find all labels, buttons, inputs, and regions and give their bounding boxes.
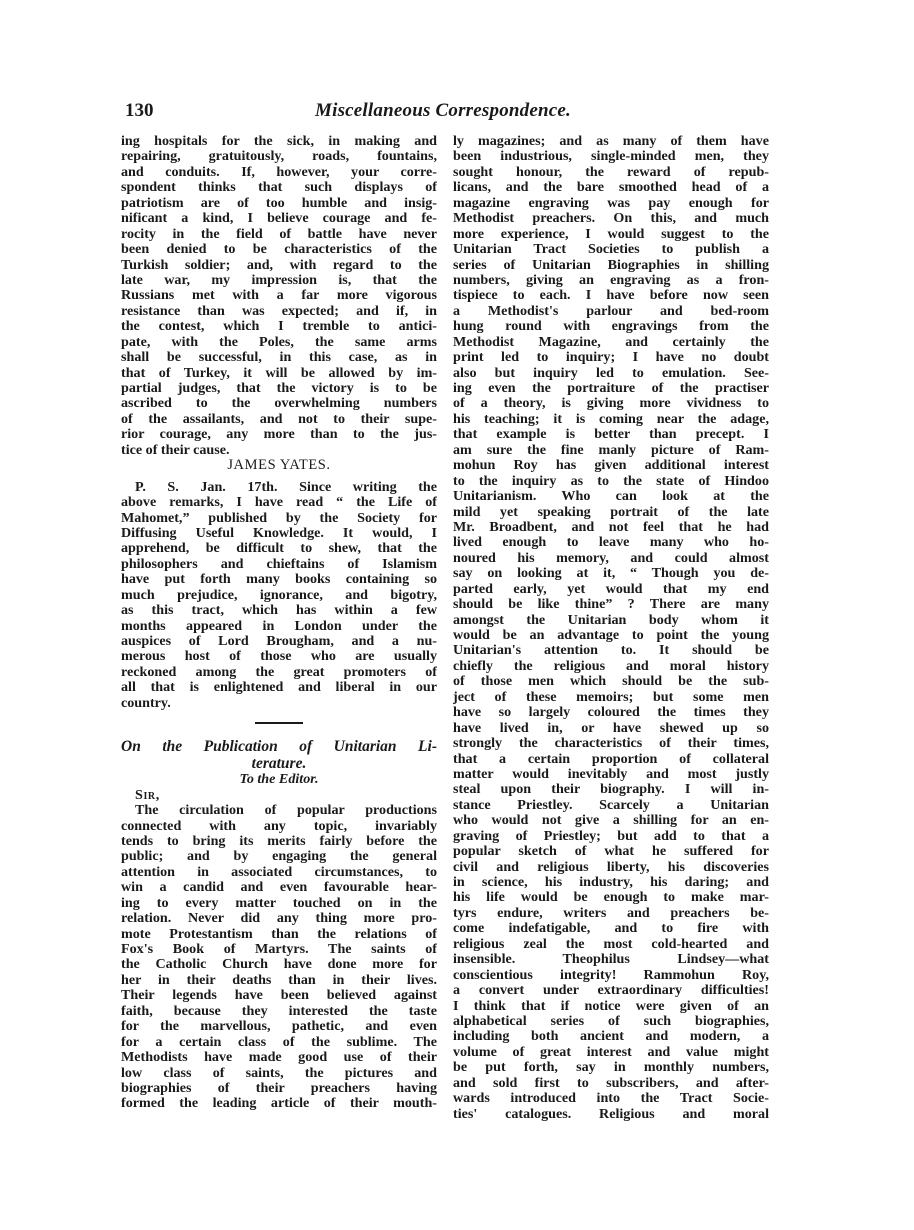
text-line: matter would inevitably and most justly: [453, 766, 769, 782]
text-line: strongly the characteristics of their times,: [453, 736, 769, 752]
text-line: Russians met with a far more vigorous: [121, 288, 437, 304]
text-line: the contest, which I tremble to antici-: [121, 319, 437, 335]
text-line: mild yet speaking portrait of the late: [453, 504, 769, 520]
text-line: Their legends have been believed against: [121, 988, 437, 1004]
text-line: late war, my impression is, that the: [121, 272, 437, 288]
text-line: The circulation of popular productions: [135, 803, 437, 819]
text-line: be put forth, say in monthly numbers,: [453, 1060, 769, 1076]
text-line: spondent thinks that such displays of: [121, 180, 437, 196]
text-line: that a certain proportion of collateral: [453, 751, 769, 767]
text-line: ject of these memoirs; but some men: [453, 689, 769, 705]
text-line: Methodists have made good use of their: [121, 1050, 437, 1066]
text-line: steal upon their biography. I will in-: [453, 782, 769, 798]
text-line: Mahomet,” published by the Society for: [121, 510, 437, 526]
article-title-line-2: terature.: [251, 755, 307, 773]
text-line: public; and by engaging the general: [121, 849, 437, 865]
text-line: have put forth many books containing so: [121, 572, 437, 588]
text-line: shall be successful, in this case, as in: [121, 350, 437, 366]
text-line: stance Priestley. Scarcely a Unitarian: [453, 797, 769, 813]
text-line: biographies of their preachers having: [121, 1080, 437, 1096]
paragraph-hospitals: [121, 134, 437, 458]
text-line: all that is enlightened and liberal in our: [121, 680, 437, 696]
text-line: civil and religious liberty, his discoveries: [453, 859, 769, 875]
to-editor-heading: To the Editor.: [239, 772, 319, 788]
text-line: his teaching; it is coming near the adage,: [453, 411, 769, 427]
paragraph-circulation: [121, 803, 437, 1112]
text-line: Mr. Broadbent, and not feel that he had: [453, 519, 769, 535]
text-line: partial judges, that the victory is to be: [121, 381, 437, 396]
text-line: relation. Never did any thing more pro-: [121, 911, 437, 927]
text-line: formed the leading article of their mouth-: [121, 1096, 437, 1112]
text-line: months appeared in London under the: [121, 618, 437, 634]
text-line: that of Turkey, it will be allowed by im-: [121, 365, 437, 381]
text-line: ing to every matter touched on in the: [121, 895, 437, 911]
text-line: resistance than was expected; and if, in: [121, 303, 437, 319]
text-line: hung round with engravings from the: [453, 319, 769, 335]
text-line: reckoned among the great promoters of: [121, 664, 437, 680]
text-line: popular sketch of what he suffered for: [453, 844, 769, 860]
text-line: religious zeal the most cold-hearted and: [453, 936, 769, 952]
text-line: should be like thine” ? There are many: [453, 597, 769, 613]
text-line: and conduits. If, however, your corre-: [121, 164, 437, 180]
section-divider: [255, 722, 303, 724]
text-line: ing hospitals for the sick, in making and: [121, 134, 437, 149]
text-line: of a theory, is giving more vividness to: [453, 396, 769, 412]
text-line: alphabetical series of such biographies,: [453, 1013, 769, 1029]
text-line: pate, with the Poles, the same arms: [121, 334, 437, 350]
text-line: apprehend, be difficult to shew, that the: [121, 541, 437, 557]
text-line: been industrious, single-minded men, they: [453, 149, 769, 165]
text-line: faith, because they interested the taste: [121, 1003, 437, 1019]
postscript-paragraph: [121, 480, 437, 712]
text-line: connected with any topic, invariably: [121, 818, 437, 834]
text-line: who would not give a shilling for an en-: [453, 813, 769, 829]
text-line: low class of saints, the pictures and: [121, 1065, 437, 1081]
article-title-line-1: On the Publication of Unitarian Li-: [121, 738, 437, 756]
text-line: above remarks, I have read “ the Life of: [121, 495, 437, 511]
text-line: philosophers and chieftains of Islamism: [121, 556, 437, 572]
text-line: also but inquiry led to emulation. See-: [453, 365, 769, 381]
page-header: [125, 100, 773, 126]
text-line: I think that if notice were given of an: [453, 998, 769, 1014]
text-line: chiefly the religious and moral history: [453, 658, 769, 674]
text-line: patriotism are of too humble and insig-: [121, 195, 437, 211]
text-line: conscientious integrity! Rammohun Roy,: [453, 967, 769, 983]
text-line: of those men which should be the sub-: [453, 674, 769, 690]
signature: JAMES YATES.: [227, 458, 331, 474]
text-line: volume of great interest and value might: [453, 1044, 769, 1060]
text-line: Diffusing Useful Knowledge. It would, I: [121, 525, 437, 541]
text-line: a convert under extraordinary difficulties!: [453, 983, 769, 999]
text-line: tice of their cause.: [121, 442, 230, 458]
text-line: for the marvellous, pathetic, and even: [121, 1019, 437, 1035]
text-line: sought honour, the reward of repub-: [453, 164, 769, 180]
text-line: wards introduced into the Tract Socie-: [453, 1091, 769, 1107]
page-number: 130: [125, 100, 154, 121]
text-line: her in their deaths than in their lives.: [121, 972, 437, 988]
text-line: for a certain class of the sublime. The: [121, 1034, 437, 1050]
text-line: ly magazines; and as many of them have: [453, 134, 769, 149]
text-line: am sure the fine manly picture of Ram-: [453, 442, 769, 458]
text-line: the Catholic Church have done more for: [121, 957, 437, 973]
text-line: Turkish soldier; and, with regard to the: [121, 257, 437, 273]
text-line: amongst the Unitarian body whom it: [453, 612, 769, 628]
text-line: ascribed to the overwhelming numbers: [121, 396, 437, 412]
text-line: mote Protestantism than the relations of: [121, 926, 437, 942]
text-line: as this tract, which has within a few: [121, 603, 437, 619]
running-title: Miscellaneous Correspondence.: [315, 100, 571, 121]
text-line: Fox's Book of Martyrs. The saints of: [121, 942, 437, 957]
text-line: have lived in, or have shewed up so: [453, 720, 769, 736]
text-line: P. S. Jan. 17th. Since writing the: [135, 479, 437, 495]
text-line: his life would be enough to make mar-: [453, 890, 769, 906]
text-line: noured his memory, and could almost: [453, 550, 769, 566]
text-line: a Methodist's parlour and bed-room: [453, 303, 769, 319]
text-line: rior courage, any more than to the jus-: [121, 427, 437, 443]
text-line: that example is better than precept. I: [453, 427, 769, 443]
text-line: Methodist Magazine, and certainly the: [453, 334, 769, 350]
text-line: series of Unitarian Biographies in shilling: [453, 257, 769, 273]
text-line: in science, his industry, his daring; and: [453, 875, 769, 890]
text-line: ties' catalogues. Religious and moral: [453, 1106, 769, 1122]
text-line: print led to inquiry; I have no doubt: [453, 350, 769, 366]
text-line: nificant a kind, I believe courage and fe-: [121, 211, 437, 227]
text-line: tends to bring its merits fairly before the: [121, 833, 437, 849]
text-line: win a candid and even favourable hear-: [121, 880, 437, 896]
text-line: much prejudice, ignorance, and bigotry,: [121, 587, 437, 603]
text-line: including both ancient and modern, a: [453, 1029, 769, 1045]
text-line: lived enough to leave many who ho-: [453, 535, 769, 551]
text-line: repairing, gratuitously, roads, fountains,: [121, 149, 437, 165]
text-line: auspices of Lord Brougham, and a nu-: [121, 634, 437, 649]
text-line: graving of Priestley; but add to that a: [453, 828, 769, 844]
text-line: and sold first to subscribers, and after-: [453, 1075, 769, 1091]
text-line: to the inquiry as to the state of Hindoo: [453, 473, 769, 489]
text-line: ing even the portraiture of the practiser: [453, 381, 769, 396]
text-line: Unitarian's attention to. It should be: [453, 643, 769, 659]
paragraph-continuation: [453, 134, 769, 1122]
text-line: tyrs endure, writers and preachers be-: [453, 905, 769, 921]
text-line: attention in associated circumstances, to: [121, 864, 437, 880]
text-line: parted early, yet would that my end: [453, 581, 769, 597]
text-line: merous host of those who are usually: [121, 649, 437, 665]
text-line: of the assailants, and not to their supe-: [121, 411, 437, 427]
text-line: Unitarian Tract Societies to publish a: [453, 242, 769, 258]
text-line: say on looking at it, “ Though you de-: [453, 566, 769, 582]
text-line: mohun Roy has given additional interest: [453, 458, 769, 474]
left-column: [121, 134, 437, 1112]
text-line: Methodist preachers. On this, and much: [453, 211, 769, 227]
text-line: rocity in the field of battle have never: [121, 226, 437, 242]
text-line: Unitarianism. Who can look at the: [453, 489, 769, 505]
text-line: numbers, giving an engraving as a fron-: [453, 272, 769, 288]
text-line: been denied to be characteristics of the: [121, 242, 437, 258]
text-line: country.: [121, 695, 171, 711]
text-line: magazine engraving was pay enough for: [453, 195, 769, 211]
text-line: licans, and the bare smoothed head of a: [453, 180, 769, 196]
salutation: Sir,: [135, 787, 160, 803]
text-line: tispiece to each. I have before now seen: [453, 288, 769, 304]
text-line: come indefatigable, and to fire with: [453, 921, 769, 937]
text-line: more experience, I would suggest to the: [453, 226, 769, 242]
text-line: insensible. Theophilus Lindsey—what: [453, 952, 769, 968]
text-line: would be an advantage to point the young: [453, 628, 769, 643]
right-column: [453, 134, 769, 1122]
text-line: have so largely coloured the times they: [453, 705, 769, 721]
